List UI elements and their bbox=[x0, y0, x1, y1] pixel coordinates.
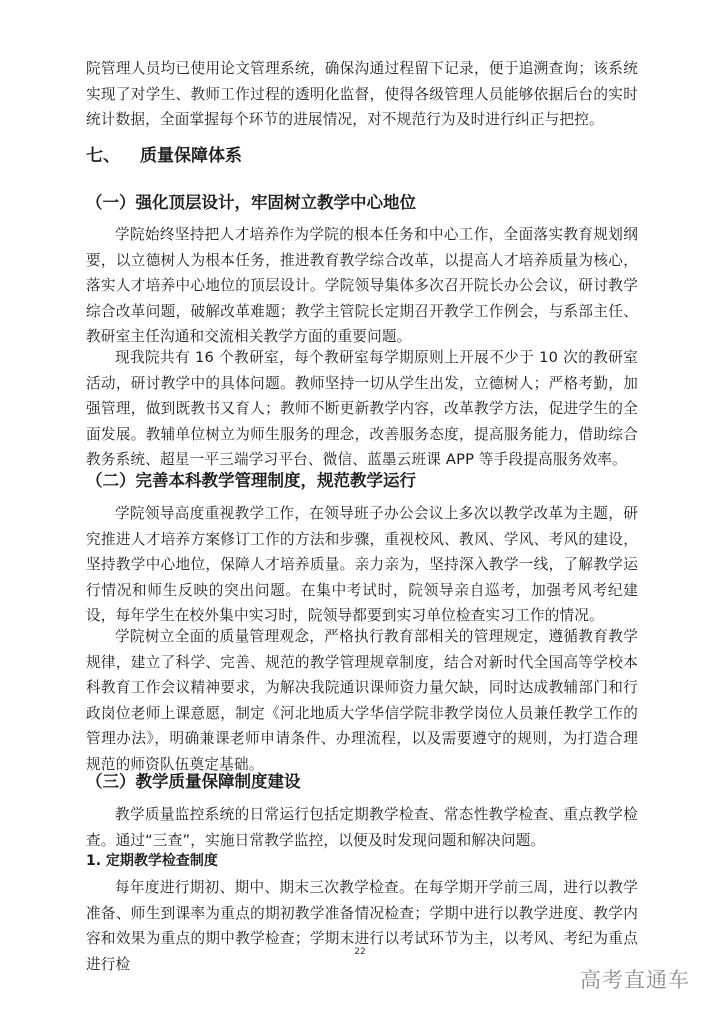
section-title: 质量保障体系 bbox=[140, 146, 242, 166]
section-number: 七、 bbox=[86, 146, 120, 166]
subsection-1-paragraph-2: 现我院共有 16 个教研室，每个教研室每学期原则上开展不少于 10 次的教研室活动，研讨教学中的具体问题。教师坚持一切从学生出发，立德树人；严格考勤，加强管理，做到既教书又育人；教师不断更新教学内容，改革教学方法，促进学生的全面发展。教辅单位树立为师生服务的理念，改善服务态度，提高服务能力，借助综合教务系统、超星一平三端学习平台、微信、蓝墨云班课 APP 等手段提高服务效率。 bbox=[86, 349, 638, 469]
item-1-paragraph-1: 每年度进行期初、期中、期末三次教学检查。在每学期开学前三周，进行以教学准备、师生到课率为重点的期初教学准备情况检查；学期中进行以教学进度、教学内容和效果为重点的期中教学检查；学期末进行以考试环节为主，以考风、考纪为重点进行检 bbox=[86, 879, 638, 973]
watermark: 高考直通车 bbox=[580, 968, 690, 992]
subsection-heading-2: （二）完善本科教学管理制度，规范教学运行 bbox=[86, 471, 416, 490]
subsection-1-paragraph-1: 学院始终坚持把人才培养作为学院的根本任务和中心工作，全面落实教育规划纲要，以立德树人为根本任务，推进教育教学综合改革，以提高人才培养质量为核心，落实人才培养中心地位的顶层设计。学院领导集体多次召开院长办公会议，研讨教学综合改革问题，破解改革难题；教学主管院长定期召开教学工作例会，与系部主任、教研室主任沟通和交流相关教学方面的重要问题。 bbox=[86, 226, 638, 346]
subsection-3-paragraph-1: 教学质量监控系统的日常运行包括定期教学检查、常态性教学检查、重点教学检查。通过“三查”，实施日常教学监控，以便及时发现问题和解决问题。 bbox=[86, 806, 638, 849]
subsection-2-paragraph-1: 学院领导高度重视教学工作，在领导班子办公会议上多次以教学改革为主题，研究推进人才培养方案修订工作的方法和步骤，重视校风、教风、学风、考风的建设，坚持教学中心地位，保障人才培养质量。亲力亲为，坚持深入教学一线，了解教学运行情况和师生反映的突出问题。在集中考试时，院领导亲自巡考，加强考风考纪建设，每年学生在校外集中实习时，院领导都要到实习单位检查实习工作的情况。 bbox=[86, 505, 638, 625]
page-number: 22 bbox=[354, 947, 366, 957]
section-heading bbox=[86, 145, 242, 167]
subsection-heading-1: （一）强化顶层设计，牢固树立教学中心地位 bbox=[86, 193, 416, 212]
intro-paragraph: 院管理人员均已使用论文管理系统，确保沟通过程留下记录，便于追溯查询；该系统实现了对学生、教师工作过程的透明化监督，使得各级管理人员能够依据后台的实时统计数据，全面掌握每个环节的进展情况，对不规范行为及时进行纠正与把控。 bbox=[86, 60, 638, 129]
subsection-heading-3: （三）教学质量保障制度建设 bbox=[86, 772, 301, 791]
subsection-2-paragraph-2: 学院树立全面的质量管理观念，严格执行教育部相关的管理规定，遵循教育教学规律，建立了科学、完善、规范的教学管理规章制度，结合对新时代全国高等学校本科教育工作会议精神要求，为解决我院通识课师资力量欠缺，同时达成教辅部门和行政岗位老师上课意愿，制定《河北地质大学华信学院非教学岗位人员兼任教学工作的管理办法》，明确兼课老师申请条件、办理流程，以及需要遵守的规则，为打造合理规范的师资队伍奠定基础。 bbox=[86, 628, 638, 773]
item-heading-1: 1. 定期教学检查制度 bbox=[86, 853, 218, 869]
